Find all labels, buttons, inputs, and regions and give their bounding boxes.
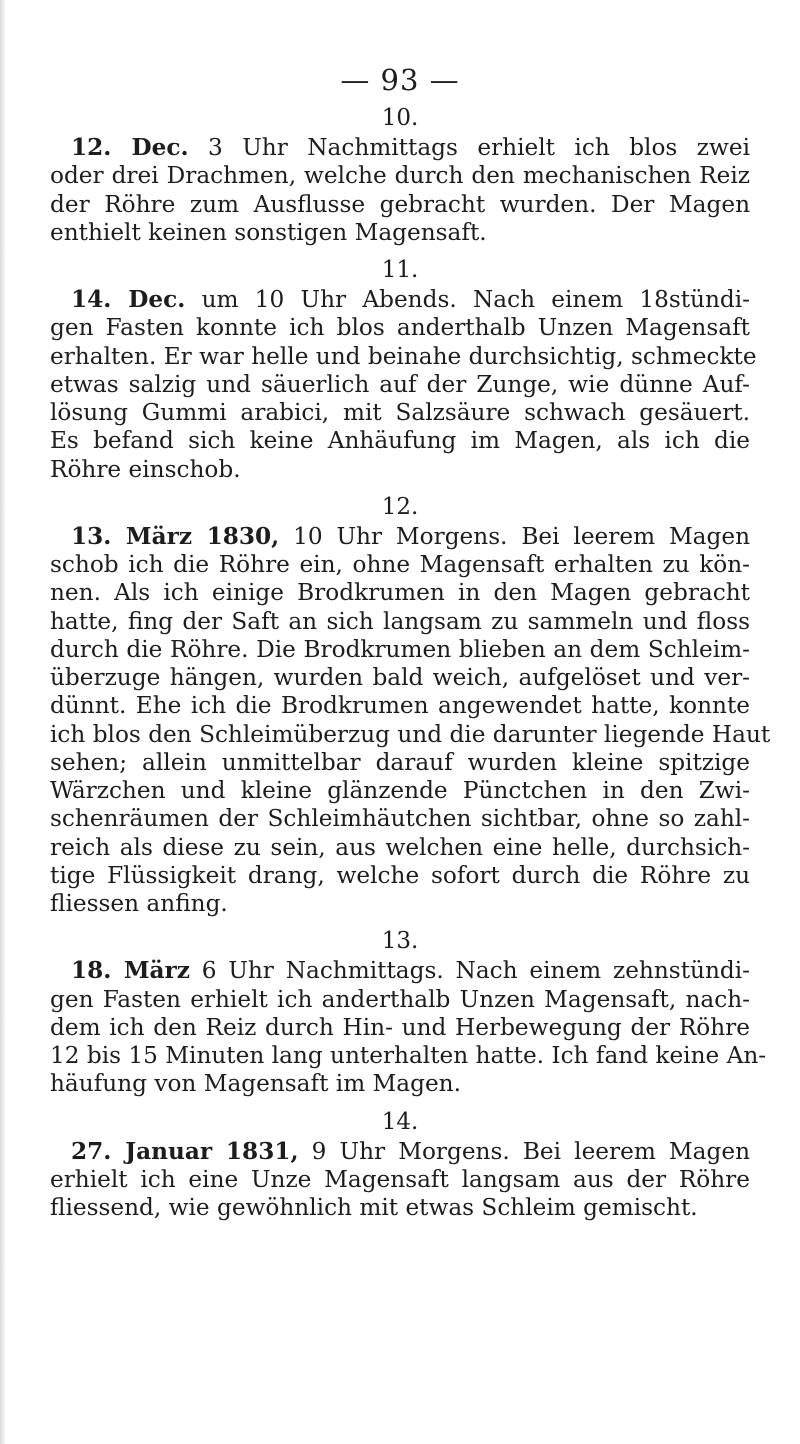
text-line: enthielt keinen sonstigen Magensaft. xyxy=(50,218,487,246)
text-line: erhalten. Er war helle und beinahe durchsichtig, schmeckte xyxy=(50,342,757,370)
entry-date: 27. Januar 1831, xyxy=(71,1137,299,1165)
text-line: fliessen anfing. xyxy=(50,890,228,917)
text-line: dünnt. Ehe ich die Brodkrumen angewendet hatte, konnte xyxy=(50,692,750,720)
text-line-content: 10 Uhr Morgens. Bei leerem Magen xyxy=(279,522,751,550)
text-line: erhielt ich eine Unze Magensaft langsam aus der Röhre xyxy=(50,1165,750,1193)
text-line: schob ich die Röhre ein, ohne Magensaft erhalten zu kön- xyxy=(50,551,750,578)
text-line: lösung Gummi arabici, mit Salzsäure schwach gesäuert. xyxy=(50,399,750,426)
section-number: 13. xyxy=(381,928,419,955)
entries-container xyxy=(50,105,771,1222)
entry-date: 12. Dec. xyxy=(71,134,189,161)
text-line: häufung von Magensaft im Magen. xyxy=(50,1070,461,1098)
section-number: 14. xyxy=(381,1108,419,1135)
text-line: schenräumen der Schleimhäutchen sichtbar, ohne so zahl- xyxy=(50,805,750,833)
text-line: durch die Röhre. Die Brodkrumen blieben an dem Schleim- xyxy=(50,635,750,663)
section-number: 10. xyxy=(381,105,419,131)
entry-paragraph xyxy=(50,957,767,1098)
text-line xyxy=(50,134,750,162)
text-line: Röhre einschob. xyxy=(50,455,241,483)
text-line: Es befand sich keine Anhäufung im Magen, als ich die xyxy=(50,427,750,455)
text-line-content: 3 Uhr Nachmittags erhielt ich blos zwei xyxy=(188,134,750,161)
text-line xyxy=(50,523,750,551)
entry-date: 14. Dec. xyxy=(71,286,186,313)
text-line-content: 9 Uhr Morgens. Bei leerem Magen xyxy=(298,1137,751,1165)
book-page xyxy=(50,63,771,1234)
text-line: gen Fasten konnte ich blos anderthalb Unzen Magensaft xyxy=(50,314,750,342)
section-number: 11. xyxy=(381,257,419,283)
text-line: der Röhre zum Ausflusse gebracht wurden. Der Magen xyxy=(50,190,750,218)
entry-paragraph xyxy=(50,1138,750,1223)
text-line: tige Flüssigkeit drang, welche sofort durch die Röhre zu xyxy=(50,861,750,889)
text-line xyxy=(50,286,750,314)
text-line: fliessend, wie gewöhnlich mit etwas Schleim gemischt. xyxy=(50,1194,698,1221)
text-line-content: um 10 Uhr Abends. Nach einem 18stündi- xyxy=(185,286,751,313)
text-line: ich blos den Schleimüberzug und die darunter liegende Haut xyxy=(50,720,771,748)
text-line: 12 bis 15 Minuten lang unterhalten hatte. Ich fand keine An- xyxy=(50,1042,767,1069)
text-line-content: 6 Uhr Nachmittags. Nach einem zehnstündi- xyxy=(189,957,750,985)
entry-paragraph xyxy=(50,286,757,484)
text-line: hatte, fing der Saft an sich langsam zu sammeln und floss xyxy=(50,607,750,635)
text-line: dem ich den Reiz durch Hin- und Herbewegung der Röhre xyxy=(50,1013,750,1041)
scan-edge-shadow xyxy=(0,0,6,1444)
text-line xyxy=(50,957,750,985)
entry-paragraph xyxy=(50,522,771,919)
text-line: gen Fasten erhielt ich anderthalb Unzen Magensaft, nach- xyxy=(50,985,750,1013)
text-line: reich als diese zu sein, aus welchen eine helle, durchsich- xyxy=(50,833,750,861)
text-line: etwas salzig und säuerlich auf der Zunge, wie dünne Auf- xyxy=(50,370,750,398)
section-number: 12. xyxy=(381,493,419,520)
text-line: oder drei Drachmen, welche durch den mechanischen Reiz xyxy=(50,162,750,190)
text-line: sehen; allein unmittelbar darauf wurden kleine spitzige xyxy=(50,748,750,776)
page-number: — 93 — xyxy=(340,63,460,97)
entry-date: 13. März 1830, xyxy=(71,522,280,550)
text-line: Wärzchen und kleine glänzende Pünctchen in den Zwi- xyxy=(50,777,750,804)
entry-paragraph xyxy=(50,134,750,247)
text-line: nen. Als ich einige Brodkrumen in den Magen gebracht xyxy=(50,579,750,607)
entry-date: 18. März xyxy=(71,957,190,985)
text-line: überzuge hängen, wurden bald weich, aufgelöset und ver- xyxy=(50,664,750,691)
text-line xyxy=(50,1138,750,1166)
